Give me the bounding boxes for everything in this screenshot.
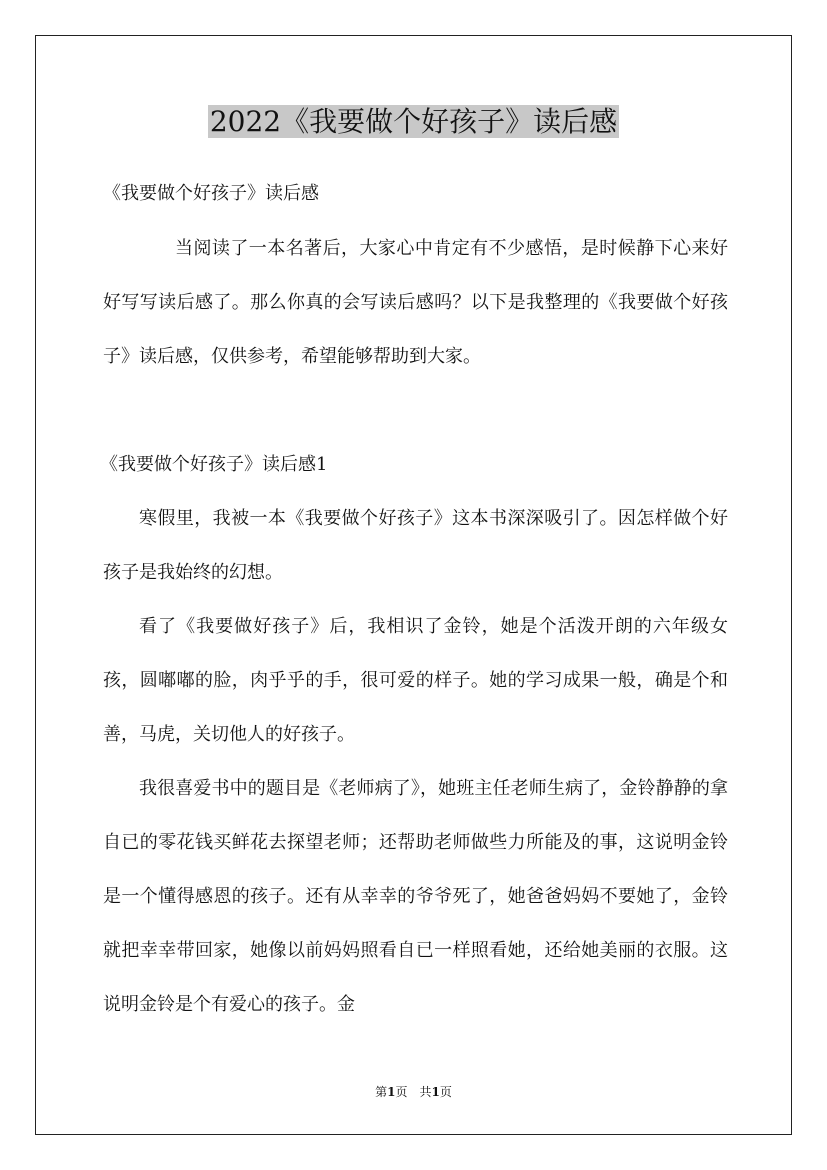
document-title [0,100,827,144]
document-title-text: 2022《我要做个好孩子》读后感 [209,105,618,138]
footer-page-total: 1 [431,1085,440,1099]
section1-paragraph-2: 看了《我要做好孩子》后，我相识了金铃，她是个活泼开朗的六年级女孩，圆嘟嘟的脸，肉乎乎的手，很可爱的样子。她的学习成果一般，确是个和善，马虎，关切他人的好孩子。 [103,616,728,745]
page-footer [0,1084,827,1100]
section1-paragraph-1: 寒假里，我被一本《我要做个好孩子》这本书深深吸引了。因怎样做个好孩子是我始终的幻想。 [103,508,728,583]
footer-page-current: 1 [387,1085,396,1099]
section1-heading: 《我要做个好孩子》读后感1 [100,454,328,475]
section1-paragraph-3: 我很喜爱书中的题目是《老师病了》，她班主任老师生病了，金铃静静的拿自已的零花钱买鲜花去探望老师；还帮助老师做些力所能及的事，这说明金铃是一个懂得感恩的孩子。还有从幸幸的爷爷死了，她爸爸妈妈不要她了，金铃就把幸幸带回家，她像以前妈妈照看自已一样照看她，还给她美丽的衣服。这说明金铃是个有爱心的孩子。金 [103,778,728,1015]
intro-heading: 《我要做个好孩子》读后感 [103,183,319,204]
footer-page-prefix: 第 [375,1085,388,1099]
footer-page-suffix: 页 [439,1085,452,1099]
footer-page-mid: 页 共 [395,1085,432,1099]
intro-paragraph: 当阅读了一本名著后，大家心中肯定有不少感悟，是时候静下心来好好写写读后感了。那么你真的会写读后感吗？以下是我整理的《我要做个好孩子》读后感，仅供参考，希望能够帮助到大家。 [103,238,728,367]
